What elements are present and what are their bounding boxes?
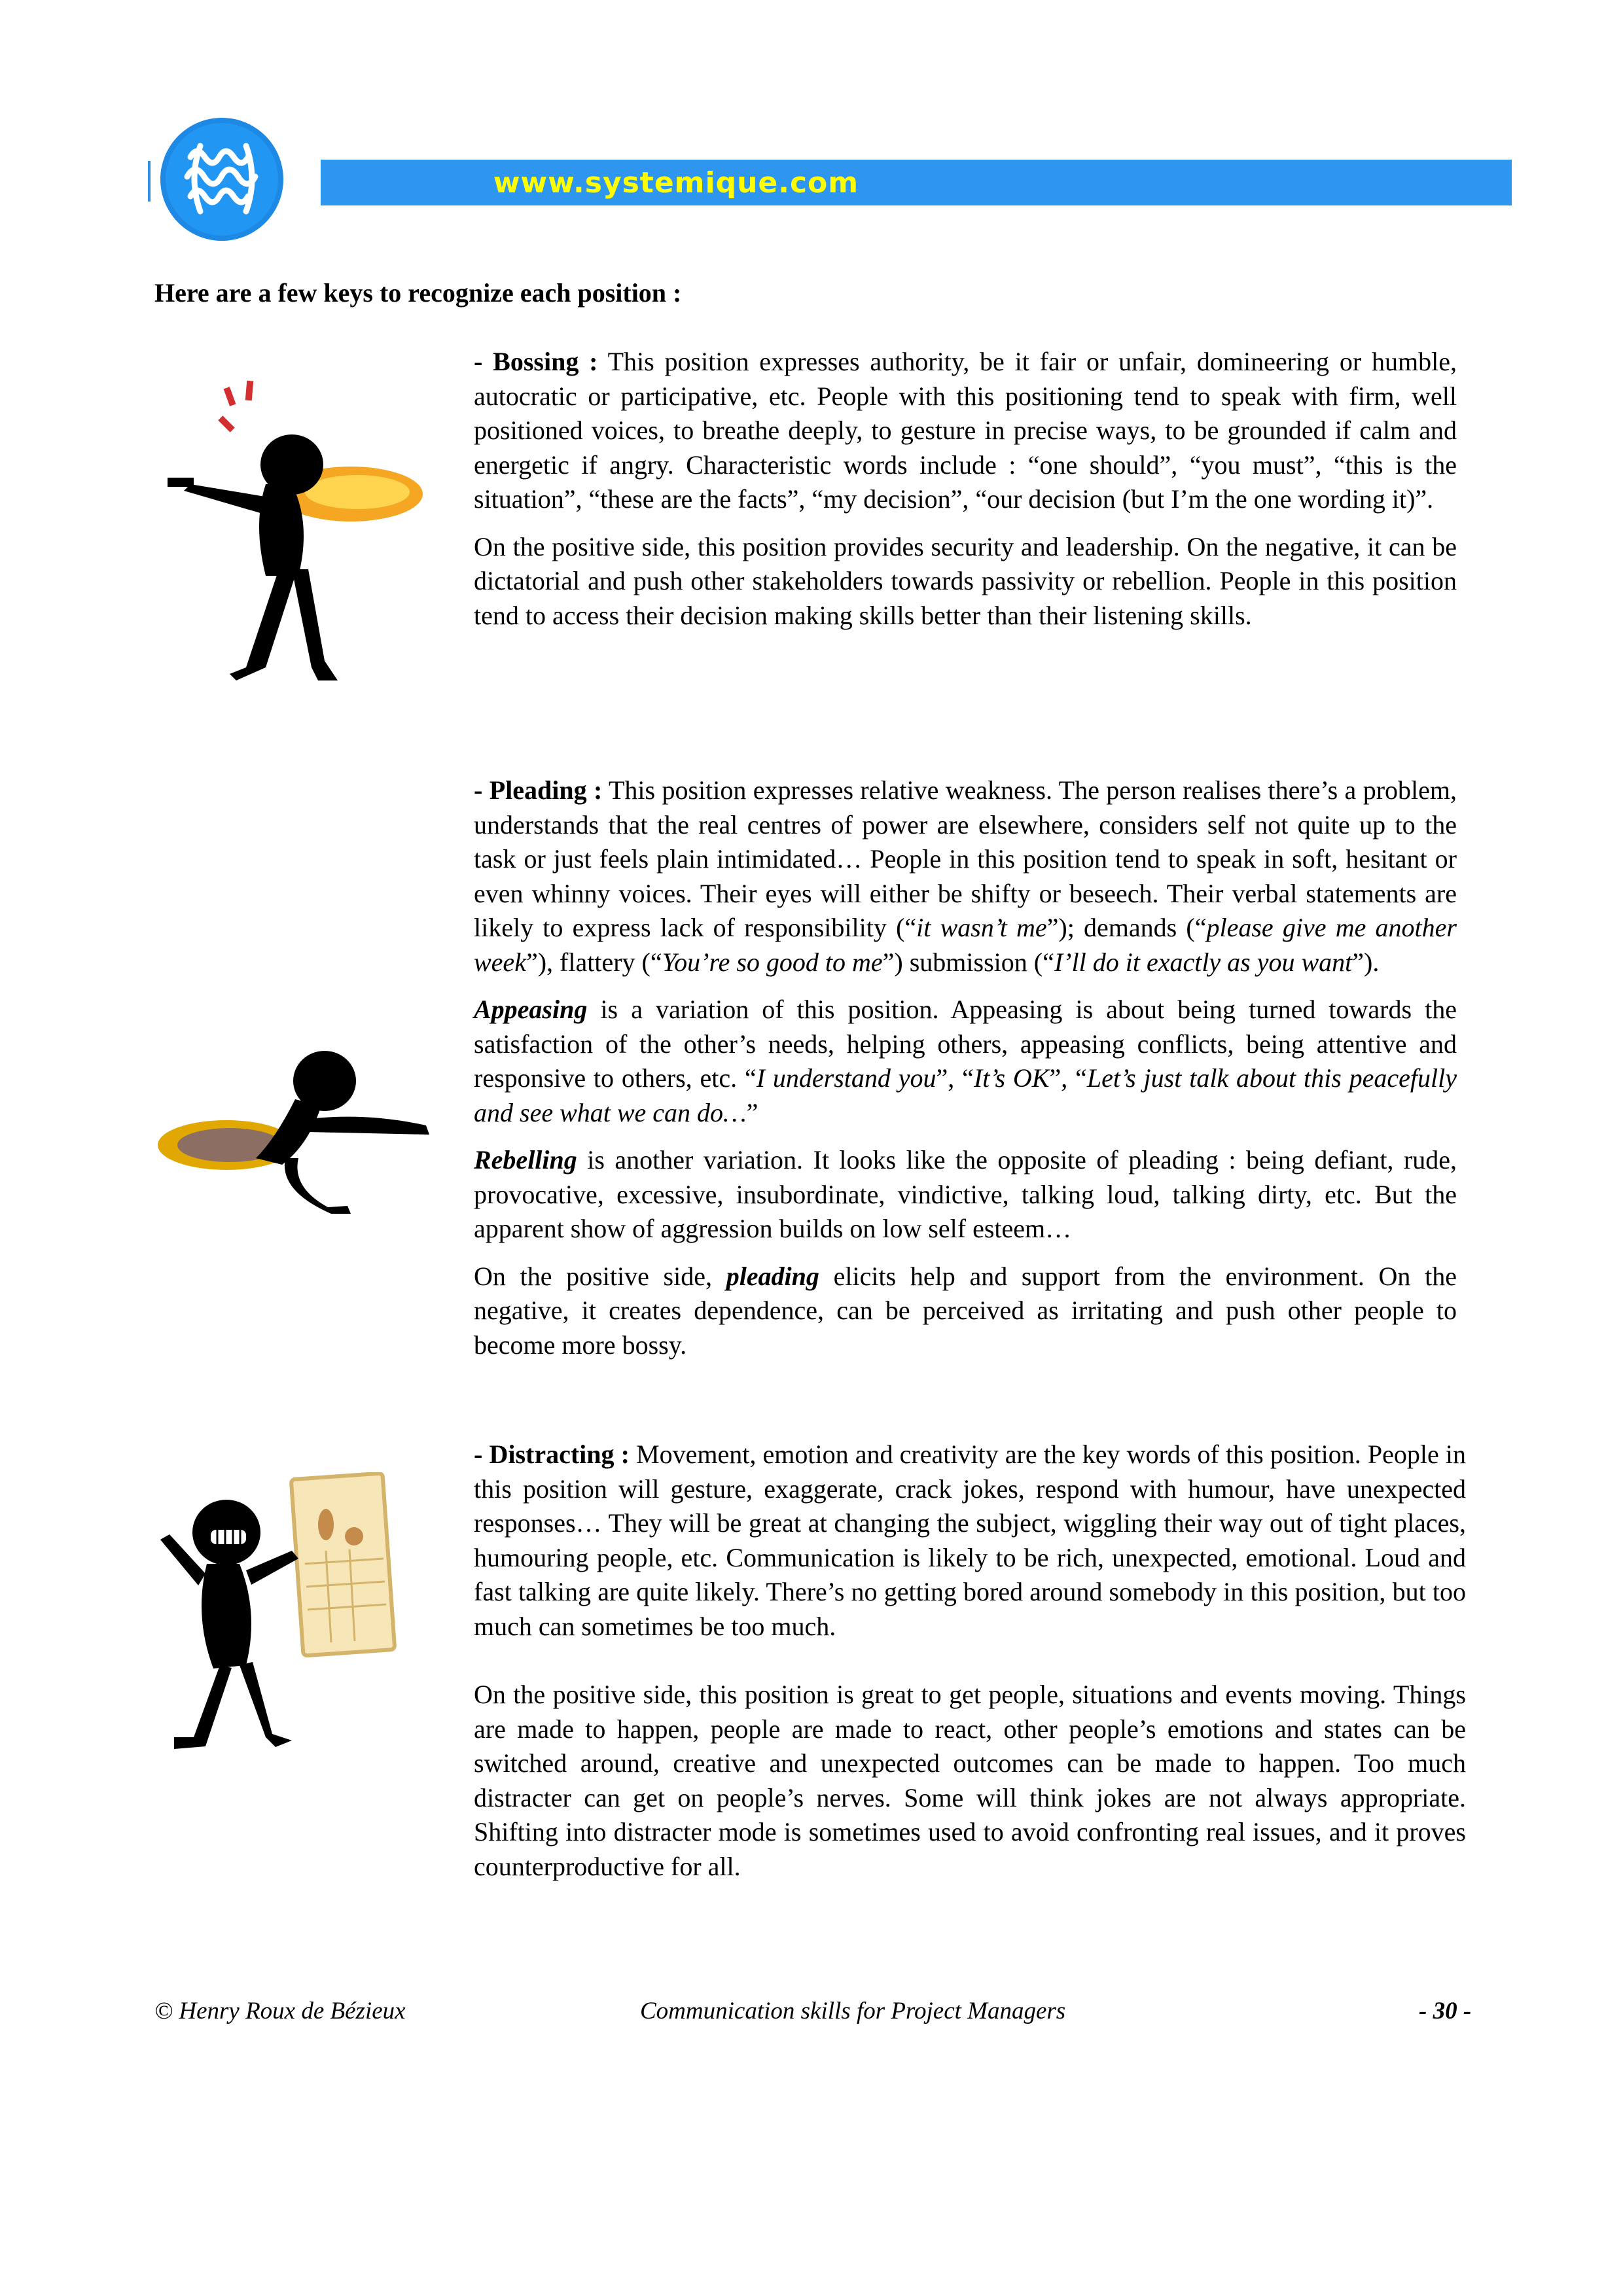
distracting-section [474,1438,1466,1897]
footer-copyright: © Henry Roux de Bézieux [154,1998,406,2024]
website-link[interactable]: www.systemique.com [493,166,859,200]
appeasing-quote: It’s OK [973,1063,1050,1093]
systemique-logo [154,116,289,242]
appeasing-term: Appeasing [474,995,588,1024]
pleading-quote: I’ll do it exactly as you want [1054,947,1353,977]
appeasing-text: ” [746,1097,758,1127]
appeasing-paragraph [474,993,1457,1130]
pleading-quote: You’re so good to me [662,947,883,977]
pleading-text: ”), flattery (“ [526,947,662,977]
pleading-text: This position expresses relative weakness. The person realises there’s a problem, understands that the real centres of power are elsewhere, considers self not quite up to the task or just feels plain intimidated… People in this position tend to speak in soft, hesitant or even whinny voices. Their eyes will either be shifty or beseech. Their verbal statements are likely to express lack of responsibility (“ [474,775,1457,942]
pleading-title: - Pleading : [474,775,603,805]
intro-heading: Here are a few keys to recognize each position : [154,278,682,308]
rebelling-term: Rebelling [474,1145,577,1174]
appeasing-text: ”, “ [1049,1063,1087,1093]
page-number: - 30 - [1419,1998,1472,2024]
crawling-figure-icon [154,1047,442,1230]
pleading-summary [474,1260,1457,1363]
appeasing-text: ”, “ [936,1063,974,1093]
pleading-text: ”) submission (“ [882,947,1054,977]
pleading-term: pleading [726,1261,819,1291]
rebelling-paragraph [474,1143,1457,1246]
grinning-figure-calendar-icon [154,1472,397,1760]
pleading-paragraph [474,773,1457,980]
distracting-summary: On the positive side, this position is great to get people, situations and events moving. Things are made to happen, people are made to react, other people’s emotions and states can be switched around, creative and unexpected outcomes can be made to happen. Too much distracter can get on people’s nerves. Some will think jokes are not always appropriate. Shifting into distracter mode is sometimes used to avoid confronting real issues, and it proves counterproductive for all. [474,1680,1466,1881]
bossing-text: This position expresses authority, be it fair or unfair, domineering or humble, autocratic or participative, etc. People with this positioning tend to speak with firm, well positioned voices, to breathe deeply, to gesture in precise ways, to be grounded if calm and energetic if angry. Characteristic words include : “one should”, “you must”, “this is the situation”, “these are the facts”, “my decision”, “our decision (but I’m the one wording it)”. [474,347,1457,514]
bossing-paragraph [474,345,1457,517]
pleading-summary-text: elicits help and support from the environment. On the negative, it creates dependence, can be perceived as irritating and push other people to become more bossy. [474,1261,1457,1360]
pleading-section [474,773,1457,1375]
appeasing-text: is a variation of this position. Appeasing is about being turned towards the satisfaction of the other’s needs, helping others, appeasing conflicts, being attentive and responsive to others, etc. “ [474,995,1457,1093]
rebelling-text: is another variation. It looks like the opposite of pleading : being defiant, rude, provocative, excessive, insubordinate, vindictive, talking loud, talking dirty, etc. But the apparent show of aggression builds on low self esteem… [474,1145,1457,1243]
distracting-title: - Distracting : [474,1439,630,1469]
fire-breathing-figure-icon [154,380,429,694]
pleading-summary-text: On the positive side, [474,1261,726,1291]
pleading-text: ”). [1352,947,1380,977]
distracting-paragraph [474,1438,1466,1644]
paragraph-spacer [474,1644,1466,1678]
pleading-quote: it wasn’t me [916,913,1047,942]
header-rule-mark [148,161,151,202]
footer-document-title: Communication skills for Project Managers [640,1998,1066,2024]
distracting-text: Movement, emotion and creativity are the key words of this position. People in this position will gesture, exaggerate, crack jokes, respond with humour, have unexpected responses… They will be great at changing the subject, wiggling their way out of tight places, humouring people, etc. Communication is likely to be rich, unexpected, emotional. Loud and fast talking are quite likely. There’s no getting bored around somebody in this position, but too much can sometimes be too much. [474,1439,1466,1641]
pleading-text: ”); demands (“ [1046,913,1207,942]
bossing-summary: On the positive side, this position provides security and leadership. On the negative, it can be dictatorial and push other stakeholders towards passivity or rebellion. People in this position tend to access their decision making skills better than their listening skills. [474,531,1457,630]
bossing-section [474,345,1457,646]
appeasing-quote: I understand you [756,1063,936,1093]
pleading-quote: please give me another week [474,913,1457,977]
bossing-title: - Bossing : [474,347,598,376]
appeasing-quote: Let’s just talk about this peacefully and see what we can do… [474,1063,1457,1127]
